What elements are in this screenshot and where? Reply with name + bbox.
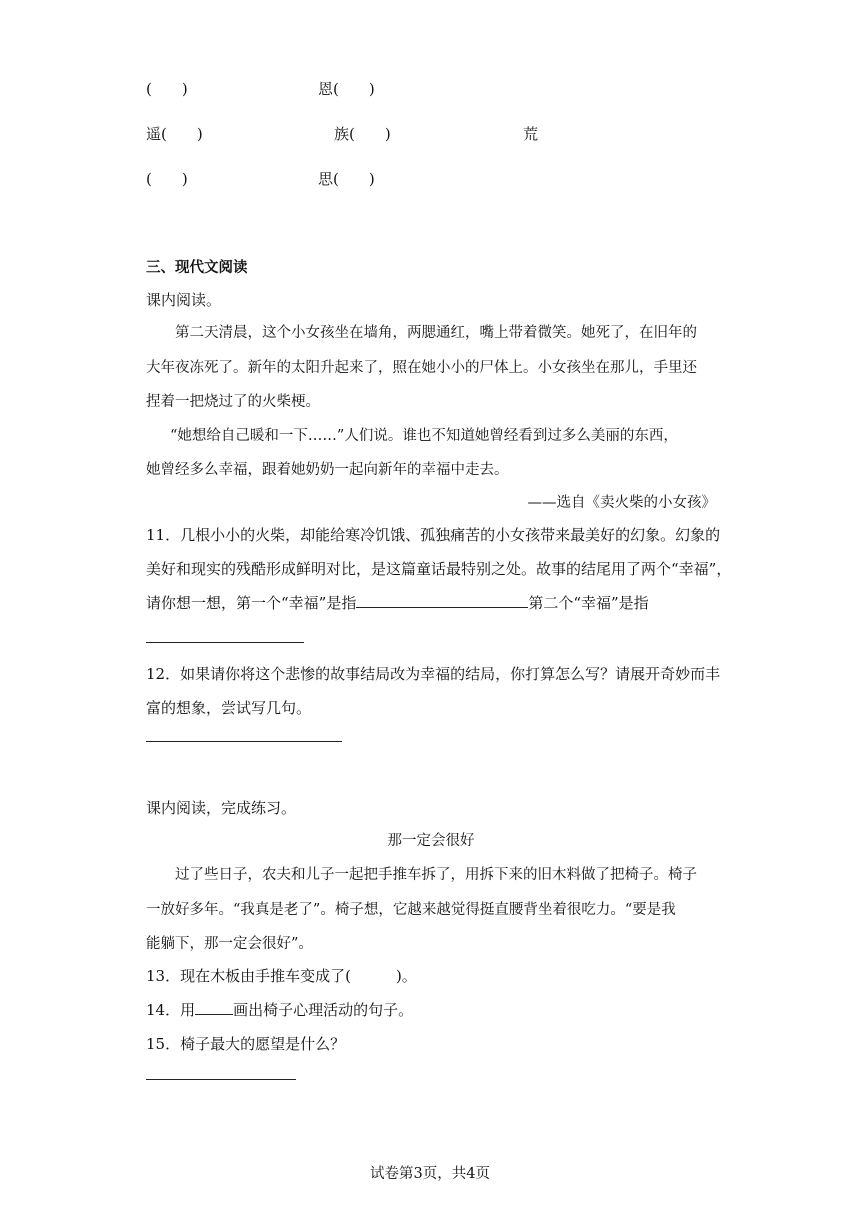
passage1-source: ——选自《卖火柴的小女孩》 — [527, 495, 716, 511]
intro-2: 课内阅读，完成练习。 — [146, 799, 297, 817]
q14 — [146, 1000, 413, 1020]
q11-line3 — [146, 593, 649, 613]
q11-prompt-a: 请你想一想，第一个“幸福”是指 — [146, 594, 357, 612]
q14-suffix: 画出椅子心理活动的句子。 — [233, 1001, 414, 1019]
q11-answer-blank-1[interactable] — [356, 593, 528, 608]
section-heading: 三、现代文阅读 — [146, 260, 248, 276]
q12-line1: 12．如果请你将这个悲惨的故事结局改为幸福的结局，你打算怎么写？请展开奇妙而丰 — [146, 665, 721, 683]
passage1-line4: “她想给自己暖和一下……”人们说。谁也不知道她曾经看到过多么美丽的东西， — [170, 428, 678, 444]
row1-item1: ( ) — [146, 80, 188, 98]
passage1-line2: 大年夜冻死了。新年的太阳升起来了，照在她小小的尸体上。小女孩坐在那儿，手里还 — [146, 360, 697, 376]
q14-prefix: 14．用 — [146, 1001, 196, 1019]
passage2-line1: 过了些日子，农夫和儿子一起把手推车拆了，用拆下来的旧木料做了把椅子。椅子 — [175, 867, 697, 883]
q13: 13．现在木板由手推车变成了( )。 — [146, 967, 417, 985]
q11-line2: 美好和现实的残酷形成鲜明对比，是这篇童话最特别之处。故事的结尾用了两个“幸福”， — [146, 560, 732, 578]
q14-underline-sample — [195, 1000, 233, 1015]
passage1-line3: 捏着一把烧过了的火柴梗。 — [146, 394, 320, 410]
q11-prompt-b: 第二个“幸福”是指 — [528, 594, 649, 612]
q11-line1: 11．几根小小的火柴，却能给寒冷饥饿、孤独痛苦的小女孩带来最美好的幻象。幻象的 — [146, 526, 721, 544]
row2-item1: 遥( ) — [146, 125, 203, 143]
row2-item2: 族( ) — [334, 125, 391, 143]
q12-answer-blank[interactable] — [146, 741, 342, 742]
intro-1: 课内阅读。 — [146, 291, 222, 309]
page-footer: 试卷第3页，共4页 — [370, 1166, 490, 1182]
q12-line2: 富的想象，尝试写几句。 — [146, 699, 312, 717]
row3-item2: 思( ) — [318, 170, 375, 188]
row3-item1: ( ) — [146, 170, 188, 188]
passage1-line1: 第二天清晨，这个小女孩坐在墙角，两腮通红，嘴上带着微笑。她死了，在旧年的 — [175, 325, 697, 341]
passage2-line2: 一放好多年。“我真是老了”。椅子想，它越来越觉得挺直腰背坐着很吃力。“要是我 — [146, 902, 676, 918]
passage1-line5: 她曾经多么幸福，跟着她奶奶一起向新年的幸福中走去。 — [146, 462, 509, 478]
q15: 15．椅子最大的愿望是什么？ — [146, 1035, 346, 1053]
row2-item3: 荒 — [523, 125, 539, 143]
q11-answer-blank-2[interactable] — [146, 642, 304, 643]
q15-answer-blank[interactable] — [146, 1079, 296, 1080]
passage2-line3: 能躺下，那一定会很好”。 — [146, 936, 313, 952]
row1-item2: 恩( ) — [318, 80, 375, 98]
passage2-title: 那一定会很好 — [387, 833, 475, 849]
